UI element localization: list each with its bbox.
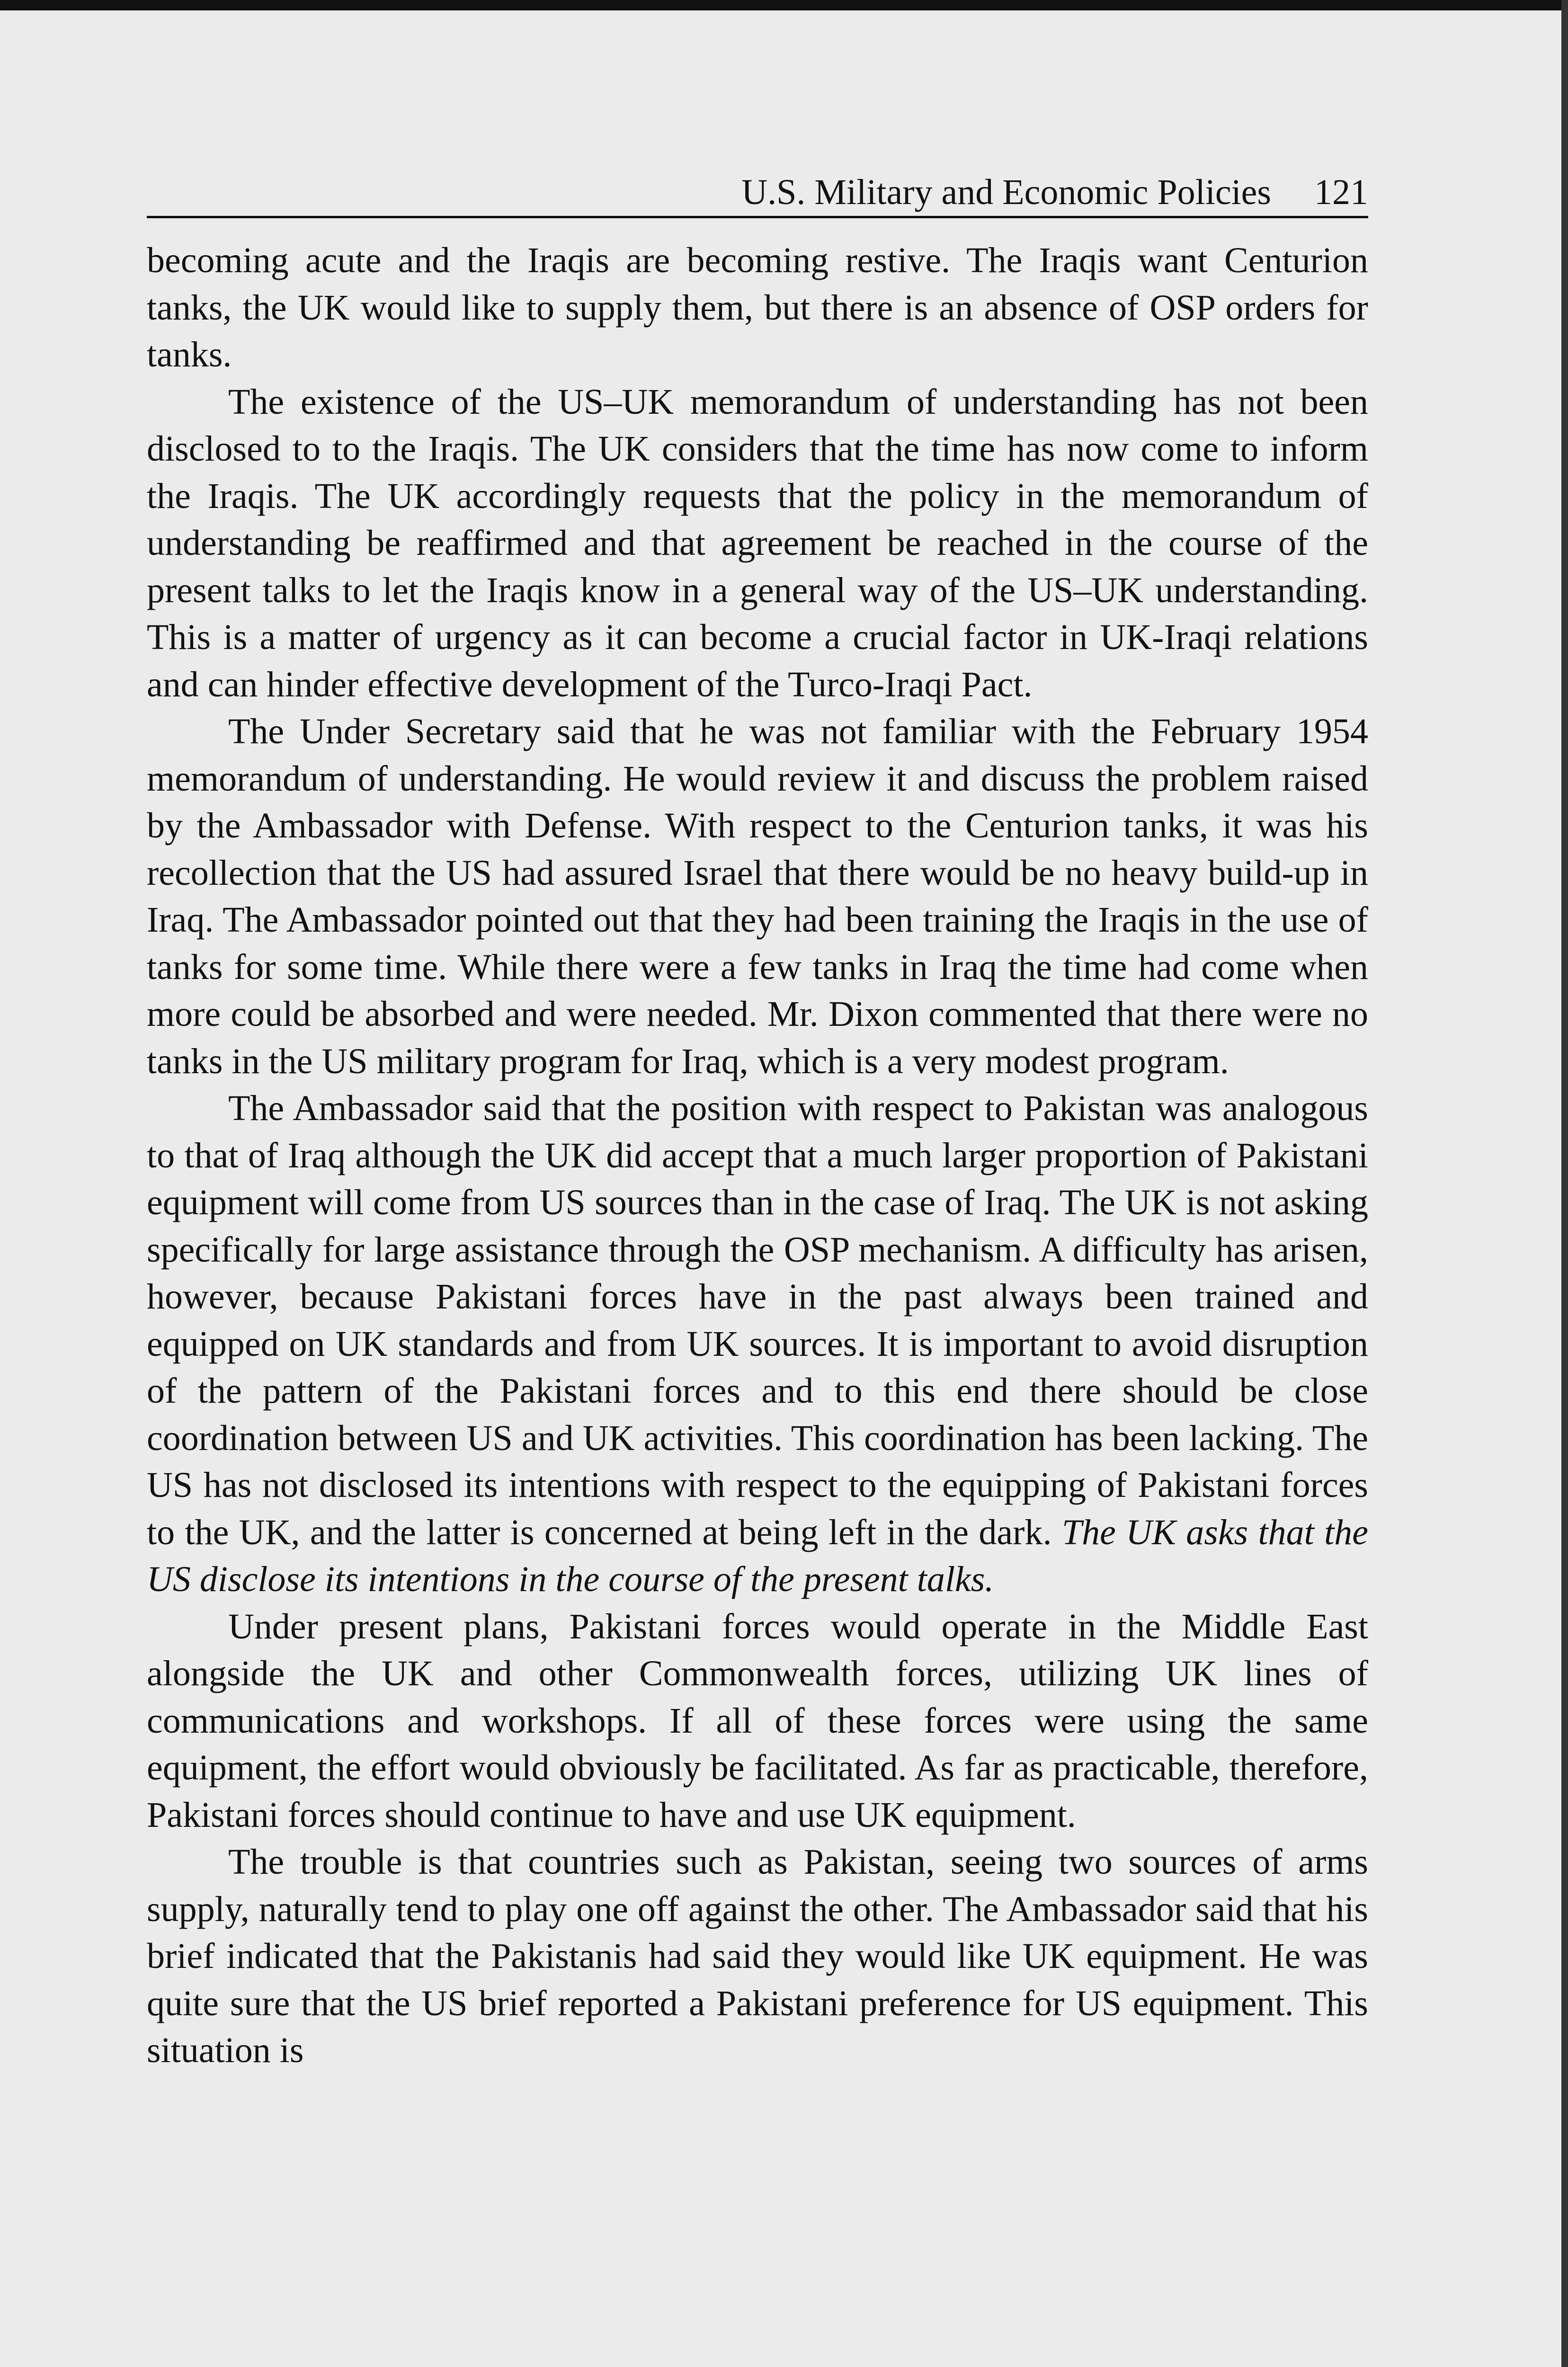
- paragraph-4-italic-request: The UK asks that the US disclose its intentions in the course of the present talks.: [147, 1512, 1368, 1599]
- running-head: [147, 167, 1368, 218]
- running-title: U.S. Military and Economic Policies: [741, 172, 1271, 212]
- paragraph-2: The existence of the US–UK memorandum of understanding has not been disclosed to to the Iraqis. The UK considers that the time has now come to inform the Iraqis. The UK accordingly requests that the policy in the memorandum of understanding be reaffirmed and that agreement be reached in the course of the present talks to let the Iraqis know in a general way of the US–UK understanding. This is a matter of urgency as it can become a crucial factor in UK-Iraqi relations and can hinder effective development of the Turco-Iraqi Pact.: [147, 382, 1368, 704]
- paragraph-4-text: The Ambassador said that the position with respect to Pakistan was analogous to that of Iraq although the UK did accept that a much larger proportion of Pakistani equipment will come from US sources than in the case of Iraq. The UK is not asking specifically for large assistance through the OSP mechanism. A difficulty has arisen, however, because Pakistani forces have in the past always been trained and equipped on UK standards and from UK sources. It is important to avoid disruption of the pattern of the Pakistani forces and to this end there should be close coordination between US and UK activities. This coordination has been lacking. The US has not disclosed its intentions with respect to the equipping of Pakistani forces to the UK, and the latter is concerned at being left in the dark.: [147, 1088, 1368, 1552]
- page-top-edge: [0, 0, 1568, 10]
- body-text: [147, 237, 1368, 2074]
- book-page: [147, 167, 1368, 2074]
- page-right-edge: [1561, 0, 1568, 2367]
- paragraph-4: [147, 1085, 1368, 1603]
- page-number: 121: [1314, 172, 1368, 212]
- paragraph-5: Under present plans, Pakistani forces would operate in the Middle East alongside the UK and other Commonwealth forces, utilizing UK lines of communications and workshops. If all of these forces were using the same equipment, the effort would obviously be facilitated. As far as practicable, therefore, Pakistani forces should continue to have and use UK equipment.: [147, 1606, 1368, 1835]
- paragraph-3: The Under Secretary said that he was not familiar with the February 1954 memorandum of understanding. He would review it and discuss the problem raised by the Ambassador with Defense. With respect to the Centurion tanks, it was his recollection that the US had assured Israel that there would be no heavy build-up in Iraq. The Ambassador pointed out that they had been training the Iraqis in the use of tanks for some time. While there were a few tanks in Iraq the time had come when more could be absorbed and were needed. Mr. Dixon commented that there were no tanks in the US military program for Iraq, which is a very modest program.: [147, 712, 1368, 1081]
- paragraph-1: becoming acute and the Iraqis are becoming restive. The Iraqis want Centurion tanks, the UK would like to supply them, but there is an absence of OSP orders for tanks.: [147, 240, 1368, 374]
- paragraph-6: The trouble is that countries such as Pakistan, seeing two sources of arms supply, naturally tend to play one off against the other. The Ambassador said that his brief indicated that the Pakistanis had said they would like UK equipment. He was quite sure that the US brief reported a Pakistani preference for US equipment. This situation is: [147, 1842, 1368, 2070]
